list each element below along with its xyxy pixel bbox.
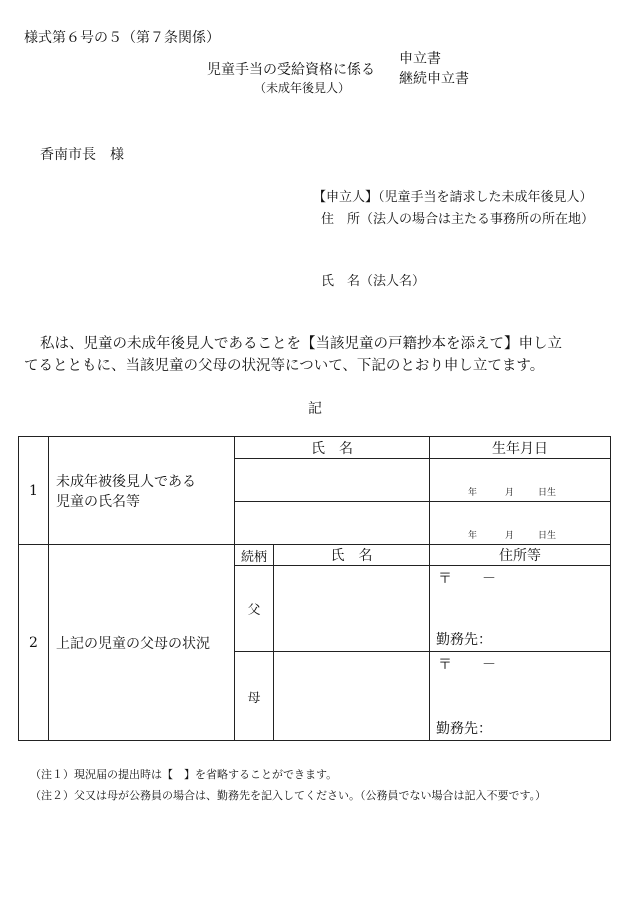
child-birth-cell-1[interactable] [430, 459, 611, 502]
row2-col-relation-header: 続柄 [235, 545, 274, 566]
child-birth-cell-2[interactable] [430, 502, 611, 545]
row1-label-line-2: 児童の氏名等 [56, 493, 140, 510]
child-name-cell-2[interactable] [235, 502, 430, 545]
form-title-option-2: 継続申立書 [399, 71, 469, 87]
father-address-cell[interactable] [430, 566, 611, 652]
work-label: 勤務先： [436, 721, 492, 737]
birth-year-label: 年 [468, 531, 478, 541]
row2-col-name-header: 氏 名 [274, 545, 430, 566]
form-title-option-1: 申立書 [399, 51, 441, 67]
form-title: 児童手当の受給資格に係る [207, 62, 375, 78]
body-text-line-1: 私は、児童の未成年後見人であることを【当該児童の戸籍抄本を添えて】申し立 [40, 336, 562, 352]
birth-month-label: 月 [505, 531, 515, 541]
row1-number: 1 [19, 437, 49, 545]
application-table [18, 436, 611, 741]
body-text-line-2: てるとともに、当該児童の父母の状況等について、下記のとおり申し立てます。 [24, 358, 545, 374]
row1-label [49, 437, 235, 545]
postal-dash: － [482, 657, 496, 673]
mother-relation: 母 [235, 652, 274, 741]
form-subtitle: （未成年後見人） [254, 81, 351, 95]
row1-label-line-1: 未成年被後見人である [56, 473, 196, 490]
row1-col-birth-header: 生年月日 [430, 437, 611, 459]
note-2: （注２）父又は母が公務員の場合は、勤務先を記入してください。（公務員でない場合は記入不要です。） [30, 789, 547, 802]
work-label: 勤務先： [436, 632, 492, 648]
child-name-cell-1[interactable] [235, 459, 430, 502]
row1-col-name-header: 氏 名 [235, 437, 430, 459]
applicant-address-label: 住 所（法人の場合は主たる事務所の所在地） [321, 212, 595, 227]
birth-year-label: 年 [468, 488, 478, 498]
birth-day-label: 日生 [538, 488, 557, 498]
birth-day-label: 日生 [538, 531, 557, 541]
row2-col-address-header: 住所等 [430, 545, 611, 566]
father-name-cell[interactable] [274, 566, 430, 652]
mother-address-cell[interactable] [430, 652, 611, 741]
applicant-label: 【申立人】（児童手当を請求した未成年後見人） [313, 190, 593, 205]
postal-dash: － [482, 571, 496, 587]
applicant-name-label: 氏 名（法人名） [321, 274, 426, 289]
postal-mark: 〒 [438, 571, 452, 587]
addressee: 香南市長 様 [40, 147, 124, 163]
ki-heading: 記 [308, 401, 322, 417]
father-relation: 父 [235, 566, 274, 652]
row2-number: 2 [19, 545, 49, 741]
postal-mark: 〒 [438, 657, 452, 673]
mother-name-cell[interactable] [274, 652, 430, 741]
form-number: 様式第６号の５（第７条関係） [24, 30, 220, 46]
note-1: （注１）現況届の提出時は【 】を省略することができます。 [30, 768, 338, 781]
birth-month-label: 月 [505, 488, 515, 498]
row2-label: 上記の児童の父母の状況 [49, 545, 235, 741]
